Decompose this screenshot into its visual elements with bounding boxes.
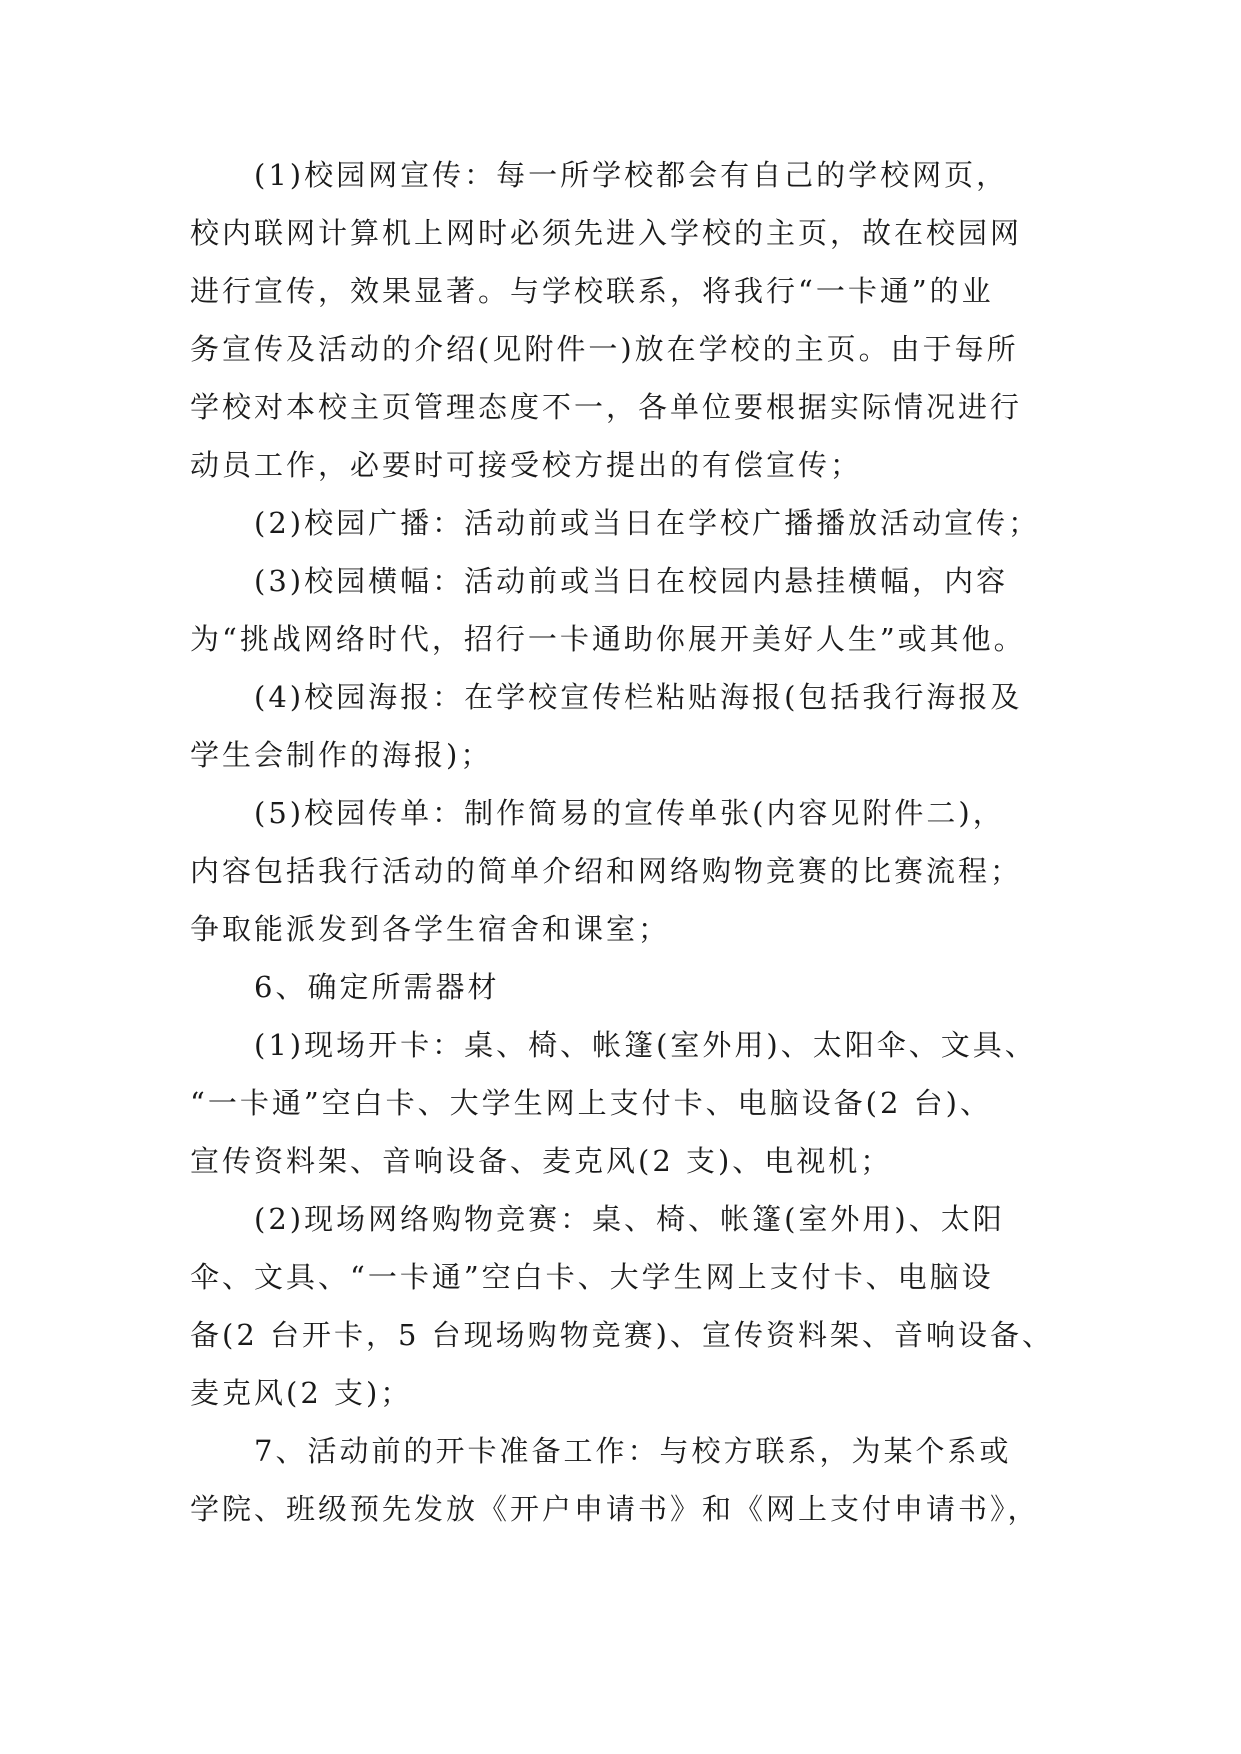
paragraph-line: 为“挑战网络时代，招行一卡通助你展开美好人生”或其他。 — [190, 622, 1026, 656]
paragraph-line: (1)校园网宣传：每一所学校都会有自己的学校网页， — [254, 158, 1009, 192]
paragraph-line: 学校对本校主页管理态度不一，各单位要根据实际情况进行 — [190, 390, 1023, 424]
paragraph-line: 动员工作，必要时可接受校方提出的有偿宣传； — [190, 448, 863, 482]
paragraph-line: (3)校园横幅：活动前或当日在校园内悬挂横幅，内容 — [254, 564, 1009, 598]
paragraph-line: 伞、文具、“一卡通”空白卡、大学生网上支付卡、电脑设 — [190, 1260, 994, 1294]
paragraph-line: (2)校园广播：活动前或当日在学校广播播放活动宣传； — [254, 506, 1041, 540]
paragraph-line: 学生会制作的海报)； — [190, 738, 493, 772]
paragraph-line: (2)现场网络购物竞赛：桌、椅、帐篷(室外用)、太阳 — [254, 1202, 1005, 1236]
paragraph-line: 宣传资料架、音响设备、麦克风(2 支)、电视机； — [190, 1144, 893, 1178]
paragraph-line: (1)现场开卡：桌、椅、帐篷(室外用)、太阳伞、文具、 — [254, 1028, 1037, 1062]
paragraph-line: 学院、班级预先发放《开户申请书》和《网上支付申请书》， — [190, 1492, 1040, 1526]
paragraph-line: (4)校园海报：在学校宣传栏粘贴海报(包括我行海报及 — [254, 680, 1023, 714]
paragraph-line: 校内联网计算机上网时必须先进入学校的主页，故在校园网 — [190, 216, 1023, 250]
paragraph-line: 争取能派发到各学生宿舍和课室； — [190, 912, 671, 946]
paragraph-line: 备(2 台开卡，5 台现场购物竞赛)、宣传资料架、音响设备、 — [190, 1318, 1054, 1352]
paragraph-line: “一卡通”空白卡、大学生网上支付卡、电脑设备(2 台)、 — [190, 1086, 992, 1120]
paragraph-line: 内容包括我行活动的简单介绍和网络购物竞赛的比赛流程； — [190, 854, 1023, 888]
section-heading: 6、确定所需器材 — [254, 970, 500, 1004]
paragraph-line: (5)校园传单：制作简易的宣传单张(内容见附件二)， — [254, 796, 1005, 830]
paragraph-line: 务宣传及活动的介绍(见附件一)放在学校的主页。由于每所 — [190, 332, 1019, 366]
section-heading: 7、活动前的开卡准备工作：与校方联系，为某个系或 — [254, 1434, 1012, 1468]
paragraph-line: 麦克风(2 支)； — [190, 1376, 413, 1410]
paragraph-line: 进行宣传，效果显著。与学校联系，将我行“一卡通”的业 — [190, 274, 994, 308]
